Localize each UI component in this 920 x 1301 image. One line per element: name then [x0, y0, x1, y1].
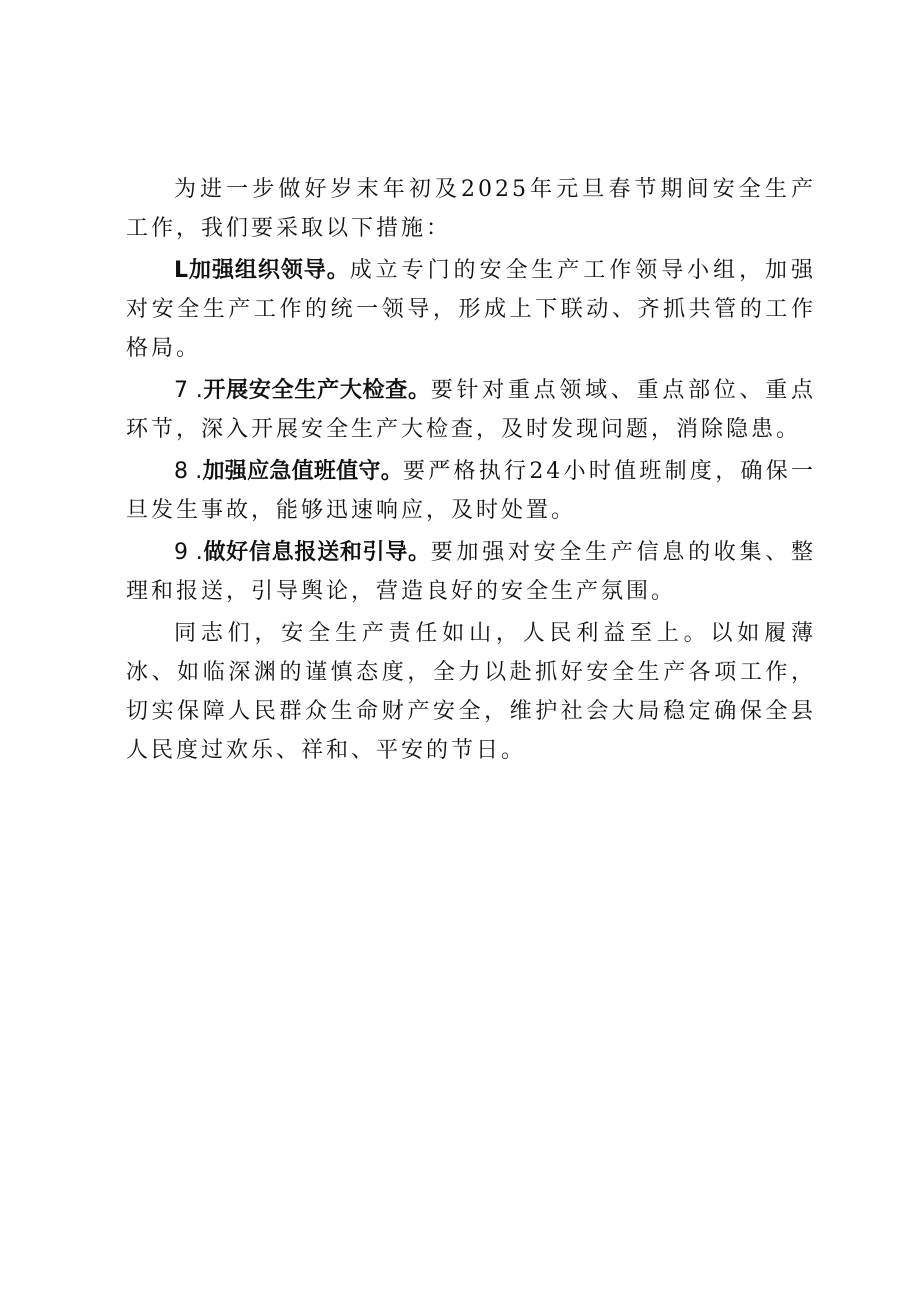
measure-item-3: [126, 452, 816, 530]
measure-item-1: [126, 251, 816, 368]
measure-number: 7 .: [174, 378, 203, 403]
measure-body: 成立专门的安全生产工作领导小组，加强对安全生产工作的统一领导，形成上下联动、齐抓共管的工作格局。: [126, 258, 816, 361]
measure-heading: 做好信息报送和引导。: [202, 540, 431, 565]
closing-paragraph: 同志们，安全生产责任如山，人民利益至上。以如履薄冰、如临深渊的谨慎态度，全力以赴抓好安全生产各项工作，切实保障人民群众生命财产安全，维护社会大局稳定确保全县人民度过欢乐、祥和、平安的节日。: [126, 621, 816, 763]
measure-heading: 加强应急值班值守。: [202, 459, 403, 484]
measure-item-4: [126, 533, 816, 611]
document-body: [126, 170, 816, 770]
measure-number: 8 .: [174, 459, 203, 484]
measure-item-2: [126, 371, 816, 449]
intro-paragraph: 为进一步做好岁末年初及2025年元旦春节期间安全生产工作，我们要采取以下措施：: [126, 177, 816, 241]
measure-body: 要针对重点领域、重点部位、重点环节，深入开展安全生产大检查，及时发现问题，消除隐患。: [126, 378, 816, 442]
measure-number: 9 .: [174, 540, 203, 565]
measure-body: 要严格执行24小时值班制度，确保一旦发生事故，能够迅速响应，及时处置。: [126, 459, 817, 523]
measure-heading: 加强组织领导。: [188, 258, 350, 283]
measure-heading: 开展安全生产大检查。: [202, 378, 431, 403]
measure-number: L: [174, 258, 189, 283]
measure-body: 要加强对安全生产信息的收集、整理和报送，引导舆论，营造良好的安全生产氛围。: [126, 540, 816, 604]
